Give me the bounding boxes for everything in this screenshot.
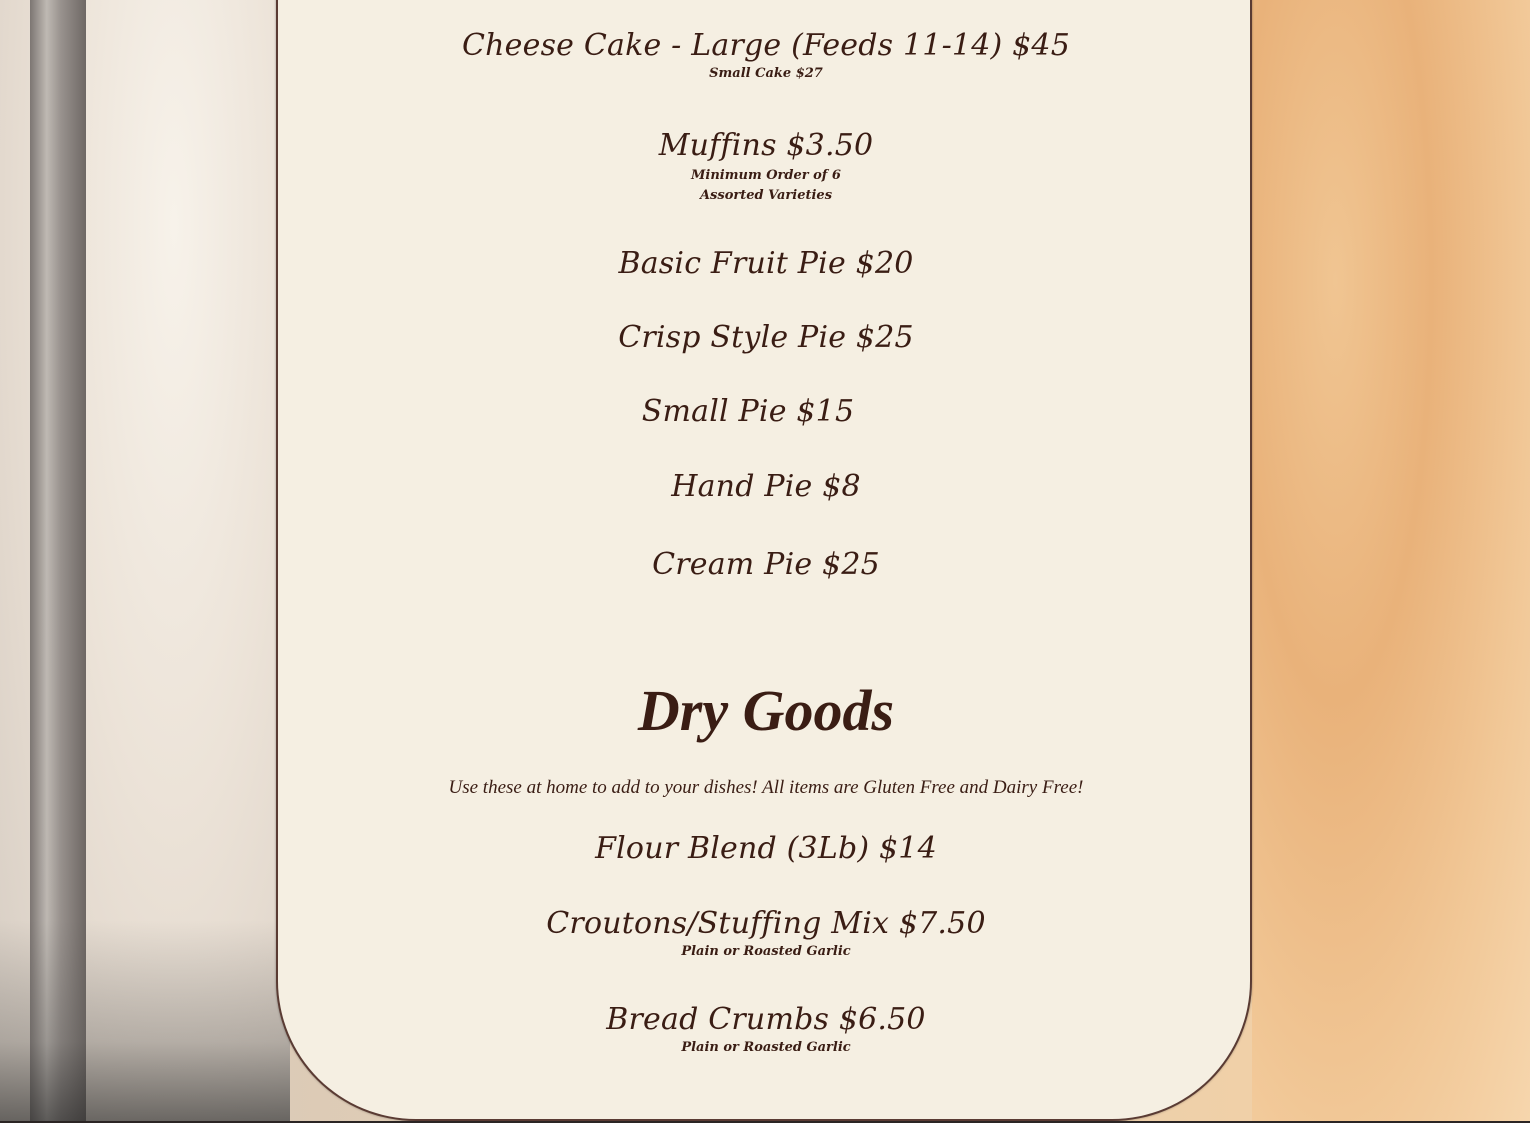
menu-item-title: Flour Blend (3Lb) $14	[595, 831, 937, 866]
menu-item-title: Bread Crumbs $6.50	[606, 1002, 926, 1037]
menu-item-title: Cheese Cake - Large (Feeds 11-14) $45	[461, 28, 1070, 63]
menu-item-small-pie	[260, 394, 1236, 430]
menu-item-title: Small Pie $15	[641, 394, 855, 429]
background-base	[0, 920, 290, 1123]
menu-card	[276, 0, 1252, 1121]
menu-item-basic-fruit-pie	[278, 246, 1254, 282]
menu-item-crisp-style-pie	[278, 320, 1254, 356]
menu-item-hand-pie	[278, 469, 1254, 505]
menu-item-cheese-cake	[278, 28, 1254, 84]
menu-item-title: Muffins $3.50	[658, 128, 874, 163]
menu-item-title: Hand Pie $8	[671, 469, 861, 504]
menu-item-flour-blend	[278, 831, 1254, 867]
menu-item-note: Small Cake $27	[709, 66, 823, 81]
menu-item-note: Assorted Varieties	[699, 188, 833, 203]
menu-item-note: Minimum Order of 6	[691, 168, 841, 183]
menu-item-bread-crumbs	[278, 1002, 1254, 1058]
menu-item-note: Plain or Roasted Garlic	[681, 944, 851, 959]
menu-item-title: Crisp Style Pie $25	[618, 320, 914, 355]
menu-item-title: Croutons/Stuffing Mix $7.50	[546, 906, 986, 941]
menu-item-note: Plain or Roasted Garlic	[681, 1040, 851, 1055]
menu-item-cream-pie	[278, 547, 1254, 583]
section-title: Dry Goods	[637, 678, 895, 743]
menu-item-title: Cream Pie $25	[652, 547, 880, 582]
section-description: Use these at home to add to your dishes! All items are Gluten Free and Dairy Free!	[448, 777, 1084, 798]
background-right-photo	[1252, 0, 1530, 1123]
menu-item-muffins	[278, 128, 1254, 206]
menu-item-croutons	[278, 906, 1254, 962]
menu-item-title: Basic Fruit Pie $20	[618, 246, 914, 281]
